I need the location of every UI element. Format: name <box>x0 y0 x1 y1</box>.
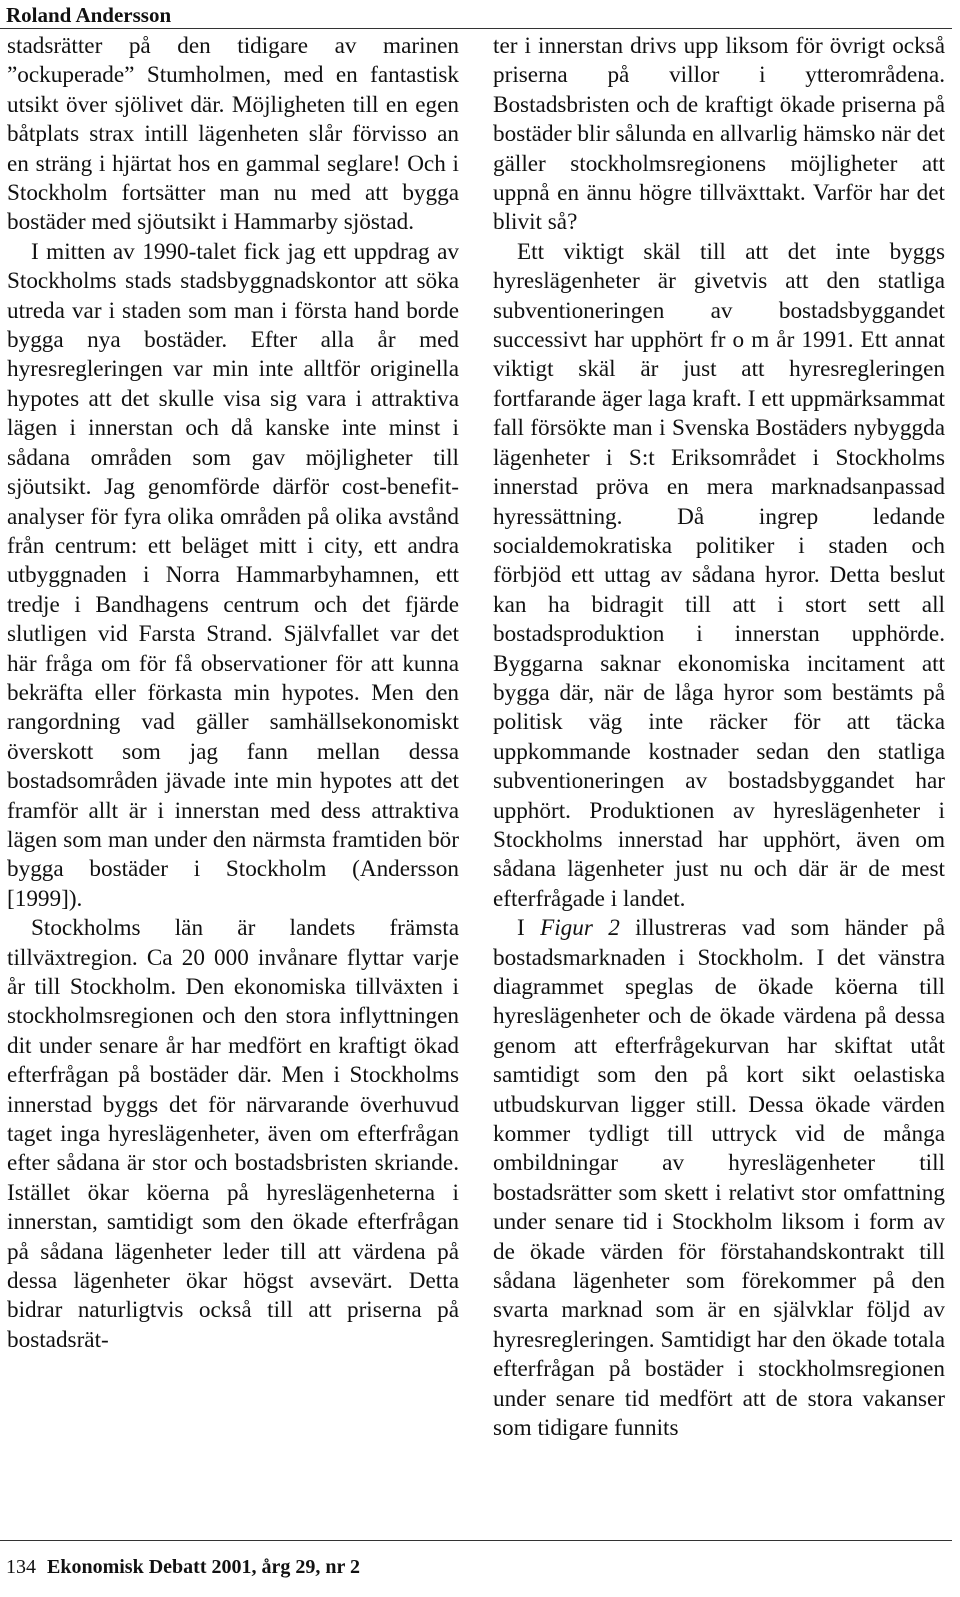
paragraph: stadsrätter på den tidigare av marinen ”ockuperade” Stumholmen, med en fantastisk utsikt över sjölivet där. Möjligheten till en egen båtplats strax intill lägenheten slår förvisso an en sträng i hjärtat hos en gammal seglare! Och i Stockholm fortsätter man nu med att bygga bostäder med sjöutsikt i Hammarby sjöstad. <box>7 33 459 236</box>
right-column <box>493 32 945 1444</box>
paragraph: ter i innerstan drivs upp liksom för övrigt också priserna på villor i ytterområdena. Bostadsbristen och de kraftigt ökade priserna på bostäder blir sålunda en allvarlig hämsko när det gäller stockholmsregionens möjligheter att uppnå en ännu högre tillväxttakt. Varför har det blivit så? <box>493 33 945 236</box>
paragraph-figure-reference <box>493 914 945 1443</box>
header-rule <box>0 28 952 29</box>
left-column <box>7 32 459 1355</box>
text-run: I <box>517 915 541 942</box>
paragraph: I mitten av 1990-talet fick jag ett uppdrag av Stockholms stads stadsbyggnadskontor att söka utreda var i staden som man i första hand borde bygga nya bostäder. Efter alla år med hyresregleringen var min inte alltför originella hypotes att det skulle visa sig vara i attraktiva lägen i innerstan och då kanske inte minst i sådana områden som gav möjligheter till sjöutsikt. Jag genomförde därför cost-benefit-analyser för fyra olika områden på olika avstånd från centrum: ett beläget mitt i city, ett andra utbyggnaden i Norra Hammarbyhamnen, ett tredje i Bandhagens centrum och det fjärde slutligen vid Farsta Strand. Självfallet var det här fråga om för få observationer för att kunna bekräfta eller förkasta min hypotes. Men den rangordning vad gäller samhällsekonomiskt överskott som jag fann mellan dessa bostadsområden jävade inte min hypotes att det framför allt är i innerstan med dess attraktiva lägen som man under den närmsta framtiden bör bygga bostäder i Stockholm (Andersson [1999]). <box>7 238 459 912</box>
paragraph: Ett viktigt skäl till att det inte byggs hyreslägenheter är givetvis att den statliga subventioneringen av bostadsbyggandet successivt har upphört fr o m år 1991. Ett annat viktigt skäl är just att hyresregleringen fortfarande äger laga kraft. I ett uppmärksammat fall försökte man i Svenska Bostäders nybyggda lägenheter i S:t Eriksområdet i Stockholms innerstad pröva en mera marknadsanpassad hyressättning. Då ingrep ledande socialdemokratiska politiker i staden och förbjöd ett uttag av sådana hyror. Detta beslut kan ha bidragit till att i stort sett all bostadsproduktion i innerstan upphörde. Byggarna saknar ekonomiska incitament att bygga där, när de låga hyror som bestämts på politisk väg inte räcker för att täcka uppkommande kostnader sedan den statliga subventioneringen av bostadsbyggandet har upphört. Produktionen av hyreslägenheter i Stockholms innerstad har upphört, även om sådana lägenheter just nu och där är de mest efterfrågade i landet. <box>493 238 945 912</box>
figure-reference: Figur 2 <box>540 915 620 942</box>
page-number: 134 <box>6 1556 36 1578</box>
text-run: illustreras vad som händer på bostadsmarknaden i Stockholm. I det vänstra diagrammet speglas de ökade köerna till hyreslägenheter och de ökade värdena på dessa genom att efterfrågekurvan har skiftat utåt samtidigt som den på kort sikt oelastiska utbudskurvan ligger still. Dessa ökade värden kommer tydligt till uttryck vid de många ombildningar av hyreslägenheter till bostadsrätter som skett i relativt stor omfattning under senare tid i Stockholm liksom i form av de ökade värden för förstahandskontrakt till sådana lägenheter som förekommer på den svarta marknad som är en självklar följd av hyresregleringen. Samtidigt har den ökade totala efterfrågan på bostäder i stockholmsregionen under senare tid medfört att de stora vakanser som tidigare funnits <box>493 915 945 1442</box>
paragraph: Stockholms län är landets främsta tillväxtregion. Ca 20 000 invånare flyttar varje år till Stockholm. Den ekonomiska tillväxten i stockholmsregionen och den stora inflyttningen dit under senare år har medfört en kraftigt ökad efterfrågan på bostäder där. Men i Stockholms innerstad byggs det för närvarande överhuvud taget inga hyreslägenheter, även om efterfrågan efter sådana är stor och bostadsbristen skriande. Istället ökar köerna på hyreslägenheterna i innerstan, samtidigt som den ökade efterfrågan på sådana lägenheter leder till att värdena på dessa lägenheter ökar högst avsevärt. Detta bidrar naturligtvis också till att priserna på bostadsrät- <box>7 915 459 1353</box>
footer-rule <box>0 1540 952 1541</box>
journal-citation: Ekonomisk Debatt 2001, årg 29, nr 2 <box>47 1556 360 1578</box>
page-footer <box>6 1554 360 1580</box>
running-head-author: Roland Andersson <box>6 3 172 27</box>
